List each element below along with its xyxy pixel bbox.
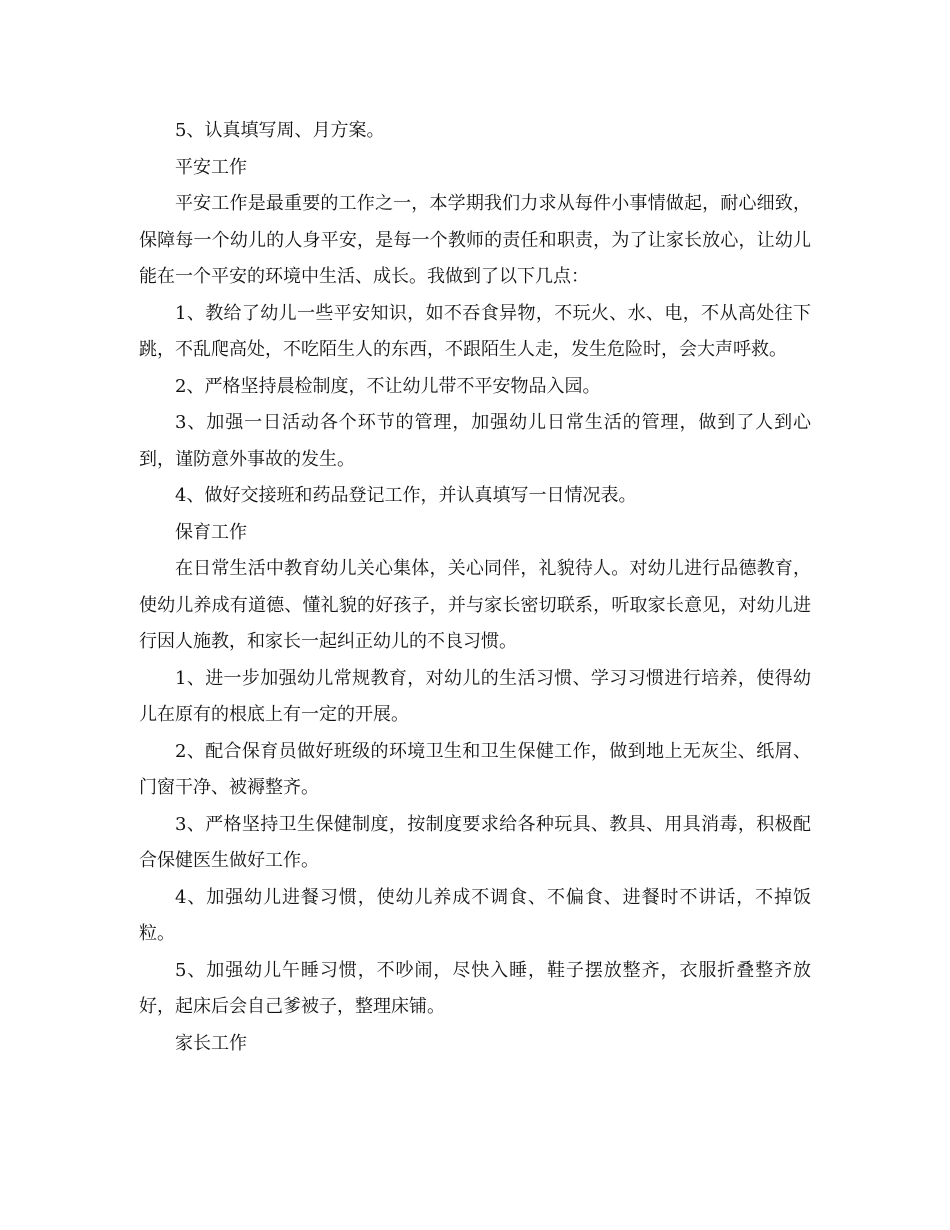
section-heading-safety: 平安工作 — [175, 156, 247, 178]
list-item: 1、教给了幼儿一些平安知识，如不吞食异物，不玩火、水、电，不从高处往下跳，不乱爬高处，不吃陌生人的东西，不跟陌生人走，发生危险时，会大声呼救。 — [139, 302, 811, 360]
section-heading-parents: 家长工作 — [175, 1032, 247, 1054]
list-item: 1、进一步加强幼儿常规教育，对幼儿的生活习惯、学习习惯进行培养，使得幼儿在原有的根底上有一定的开展。 — [139, 667, 811, 725]
list-item: 4、做好交接班和药品登记工作，并认真填写一日情况表。 — [175, 485, 637, 506]
body-paragraph: 平安工作是最重要的工作之一，本学期我们力求从每件小事情做起，耐心细致，保障每一个幼儿的人身平安，是每一个教师的责任和职责，为了让家长放心，让幼儿能在一个平安的环境中生活、成长。我做到了以下几点： — [139, 193, 811, 287]
list-item: 3、严格坚持卫生保健制度，按制度要求给各种玩具、教具、用具消毒，积极配合保健医生做好工作。 — [139, 813, 811, 871]
document-body — [139, 113, 811, 1062]
list-item: 2、配合保育员做好班级的环境卫生和卫生保健工作，做到地上无灰尘、纸屑、门窗干净、被褥整齐。 — [139, 740, 811, 798]
list-item: 4、加强幼儿进餐习惯，使幼儿养成不调食、不偏食、进餐时不讲话，不掉饭粒。 — [139, 886, 811, 944]
list-item: 2、严格坚持晨检制度，不让幼儿带不平安物品入园。 — [175, 375, 601, 397]
body-paragraph: 在日常生活中教育幼儿关心集体，关心同伴，礼貌待人。对幼儿进行品德教育，使幼儿养成有道德、懂礼貌的好孩子，并与家长密切联系，听取家长意见，对幼儿进行因人施教，和家长一起纠正幼儿的不良习惯。 — [139, 558, 811, 652]
list-item: 3、加强一日活动各个环节的管理，加强幼儿日常生活的管理，做到了人到心到，谨防意外事故的发生。 — [139, 412, 811, 470]
list-item: 5、加强幼儿午睡习惯，不吵闹，尽快入睡，鞋子摆放整齐，衣服折叠整齐放好，起床后会自己爹被子，整理床铺。 — [139, 959, 811, 1017]
list-item: 5、认真填写周、月方案。 — [175, 120, 385, 141]
section-heading-care: 保育工作 — [175, 521, 247, 543]
